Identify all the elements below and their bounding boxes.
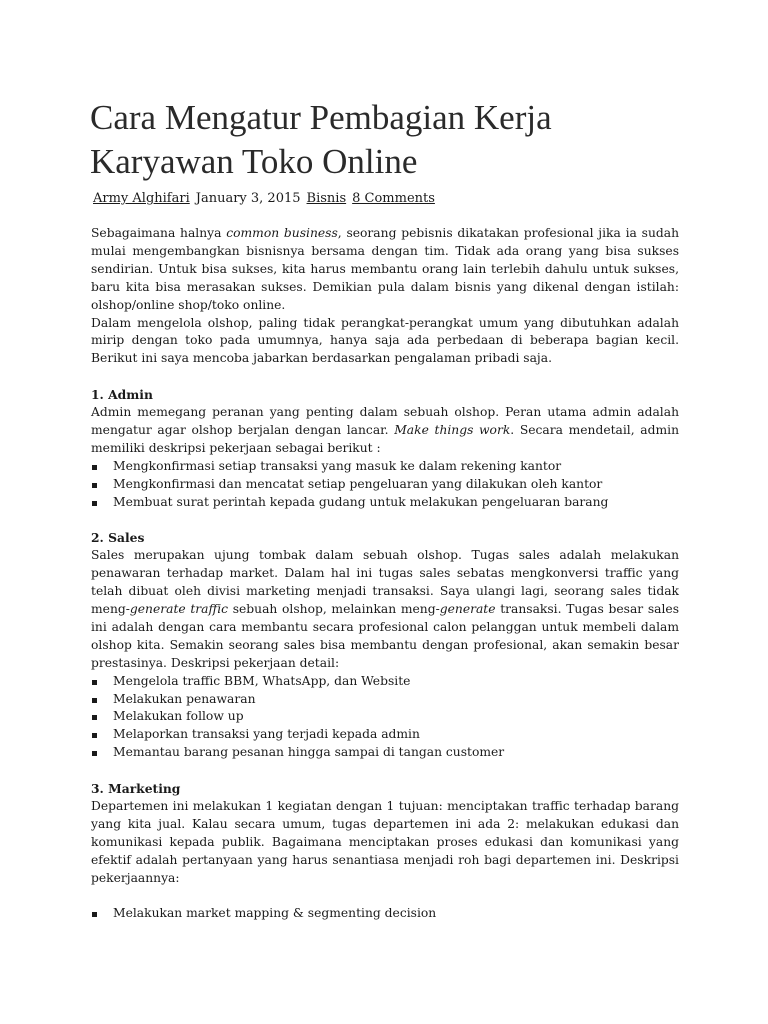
- admin-text: Admin memegang peranan yang penting dalam sebuah olshop. Peran utama admin adalah mengatur agar olshop berjalan dengan lancar.: [91, 405, 679, 437]
- marketing-paragraph: Departemen ini melakukan 1 kegiatan dengan 1 tujuan: menciptakan traffic terhadap barang yang kita jual. Kalau secara umum, tugas departemen ini ada 2: melakukan edukasi dan komunikasi kepada publik. Bagaimana menciptakan proses edukasi dan komunikasi yang efektif adalah pertanyaan yang harus senantiasa menjadi roh bagi departemen ini. Deskripsi pekerjaannya:: [91, 798, 679, 885]
- list-item: Mengkonfirmasi dan mencatat setiap pengeluaran yang dilakukan oleh kantor: [91, 476, 679, 494]
- sales-paragraph: [91, 547, 679, 672]
- intro-text: , seorang pebisnis dikatakan profesional jika ia sudah mulai mengembangkan bisnisnya bersama dengan tim. Tidak ada orang yang bisa sukses sendirian. Untuk bisa sukses, kita harus membantu orang lain terlebih dahulu untuk sukses, baru kita bisa merasakan sukses. Demikian pula dalam bisnis yang dikenal dengan istilah: olshop/online shop/toko online.: [91, 226, 679, 312]
- list-item: Melakukan follow up: [91, 708, 679, 726]
- spacer: [91, 511, 679, 529]
- marketing-list: [91, 905, 679, 923]
- section-heading-marketing: 3. Marketing: [91, 781, 181, 797]
- author-link[interactable]: Army Alghifari: [93, 191, 190, 206]
- sales-emphasis: generate traffic: [129, 602, 229, 616]
- sales-text: Sales merupakan ujung tombak dalam sebuah olshop. Tugas sales adalah melakukan penawaran terhadap market. Dalam hal ini tugas sales sebatas mengkonversi traffic yang telah dibuat oleh divisi marketing menjadi transaksi. Saya ulangi lagi, seorang sales tidak meng-: [91, 548, 679, 616]
- admin-paragraph: [91, 404, 679, 458]
- sales-list: [91, 673, 679, 763]
- admin-list: [91, 458, 679, 512]
- list-item: Melakukan penawaran: [91, 691, 679, 709]
- article-meta: [93, 190, 435, 208]
- article-body: [91, 225, 679, 923]
- admin-text: . Secara mendetail, admin memiliki deskripsi pekerjaan sebagai berikut :: [91, 422, 679, 455]
- list-item: Melaporkan transaksi yang terjadi kepada admin: [91, 726, 679, 744]
- sales-text: sebuah olshop, melainkan meng-: [228, 602, 440, 616]
- section-heading-sales: 2. Sales: [91, 530, 145, 546]
- post-date: January 3, 2015: [195, 191, 301, 206]
- category-link[interactable]: Bisnis: [306, 191, 347, 206]
- list-item: Memantau barang pesanan hingga sampai di tangan customer: [91, 744, 679, 762]
- section-heading-admin: 1. Admin: [91, 387, 153, 403]
- spacer: [91, 762, 679, 780]
- sales-text: transaksi. Tugas besar sales ini adalah dengan cara membantu secara profesional calon pelanggan untuk membeli dalam olshop kita. Semakin seorang sales bisa membantu dengan profesional, akan semakin besar prestasinya. Deskripsi pekerjaan detail:: [91, 602, 679, 670]
- spacer: [91, 368, 679, 386]
- comments-link[interactable]: 8 Comments: [352, 191, 435, 206]
- article-title: Cara Mengatur Pembagian Kerja Karyawan Toko Online: [90, 98, 552, 181]
- list-item: Membuat surat perintah kepada gudang untuk melakukan pengeluaran barang: [91, 494, 679, 512]
- list-item: Mengkonfirmasi setiap transaksi yang masuk ke dalam rekening kantor: [91, 458, 679, 476]
- sales-emphasis: generate: [439, 602, 496, 616]
- admin-emphasis: Make things work: [394, 422, 511, 437]
- intro-paragraph-1: [91, 225, 679, 315]
- intro-paragraph-2: Dalam mengelola olshop, paling tidak perangkat-perangkat umum yang dibutuhkan adalah mirip dengan toko pada umumnya, hanya saja ada perbedaan di beberapa bagian kecil. Berikut ini saya mencoba jabarkan berdasarkan pengalaman pribadi saja.: [91, 315, 679, 366]
- list-item: Mengelola traffic BBM, WhatsApp, dan Website: [91, 673, 679, 691]
- intro-emphasis: common business: [226, 226, 338, 240]
- intro-text: Sebagaimana halnya: [91, 226, 227, 240]
- list-item: Melakukan market mapping & segmenting decision: [91, 905, 679, 923]
- spacer: [91, 887, 679, 905]
